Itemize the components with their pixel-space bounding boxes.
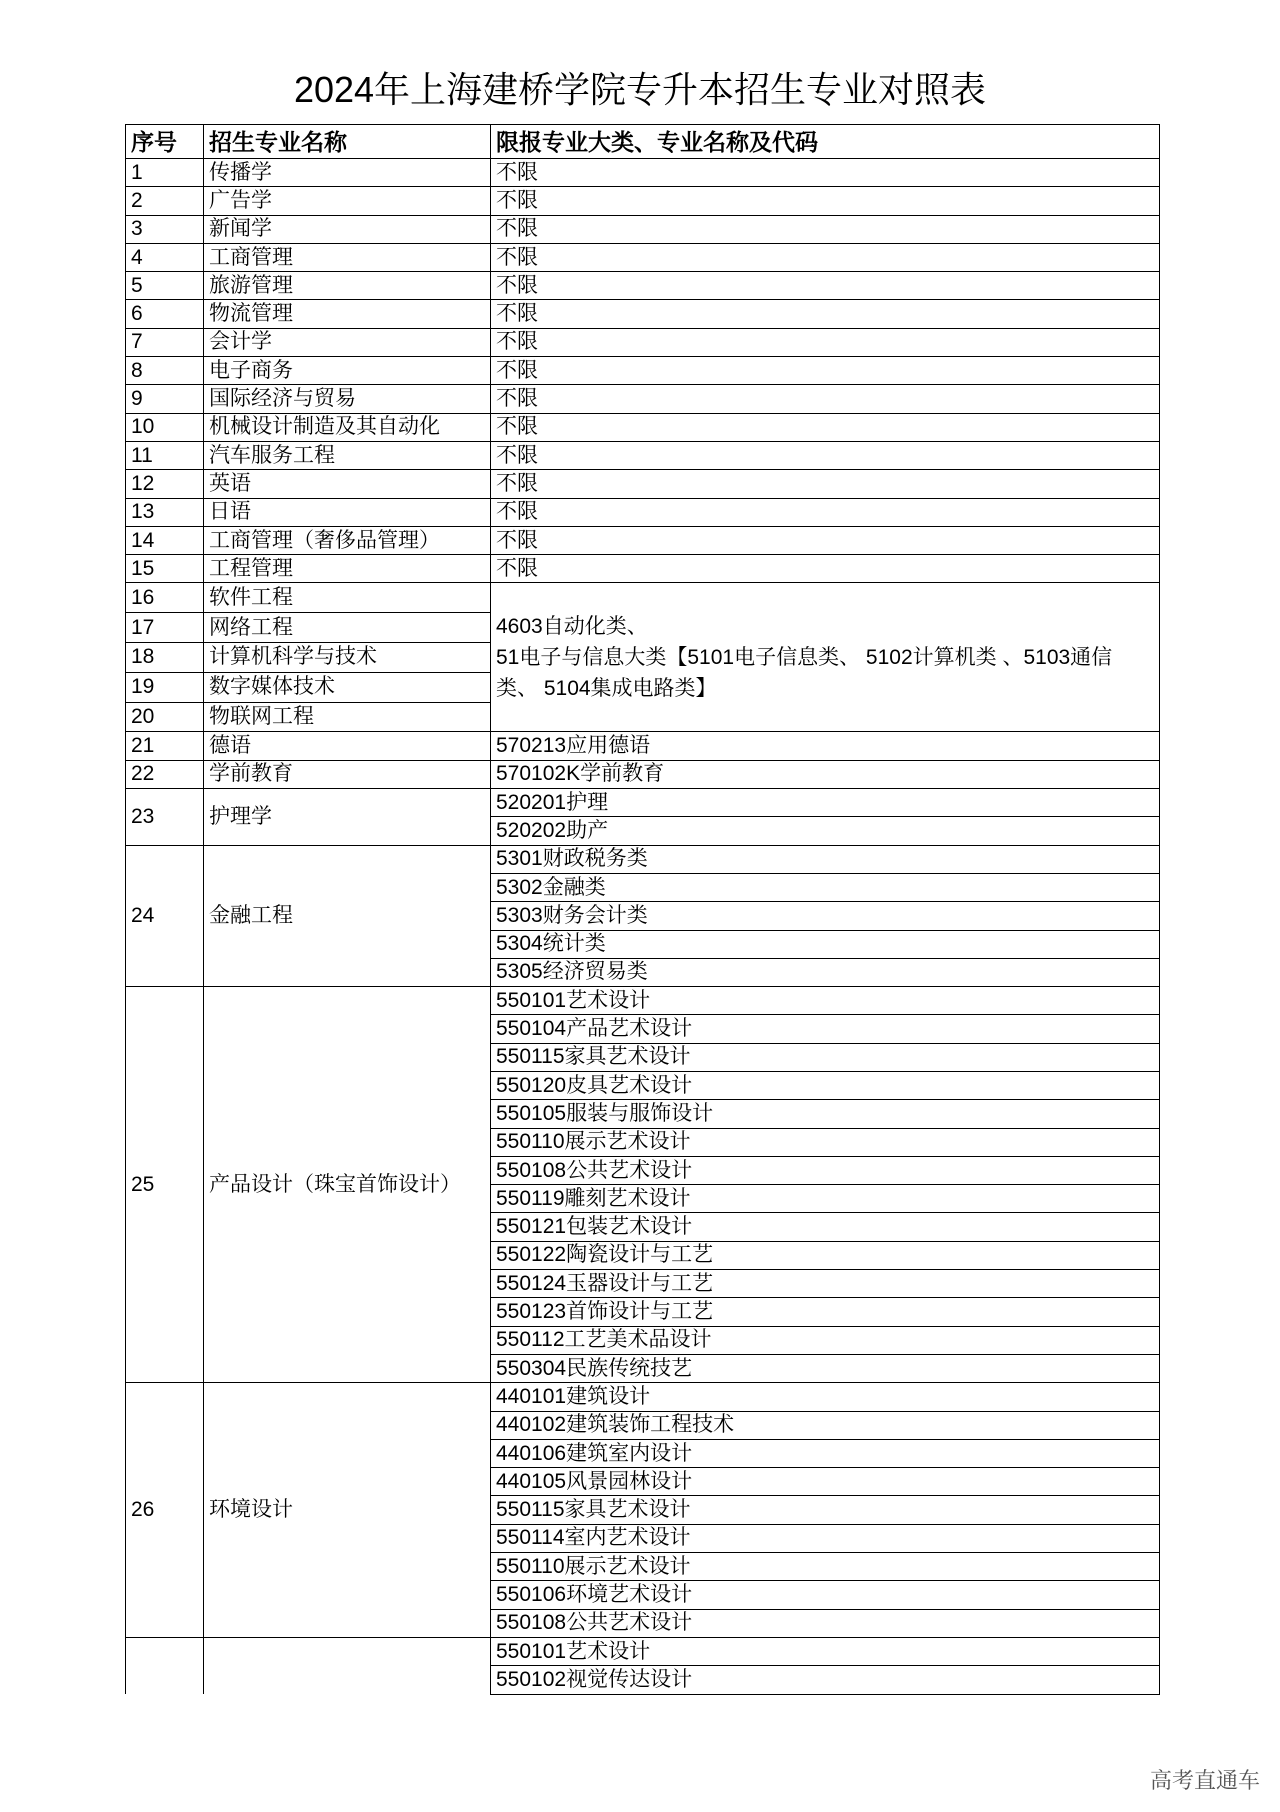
table-row: [126, 243, 1160, 271]
major-name-cell: 旅游管理: [204, 272, 491, 300]
major-name-cell: 网络工程: [204, 613, 491, 643]
limit-cell: 520201护理: [491, 789, 1160, 817]
major-name-cell: 产品设计（珠宝首饰设计）: [204, 987, 491, 1383]
limit-cell: 5303财务会计类: [491, 902, 1160, 930]
major-name-cell: 物联网工程: [204, 702, 491, 732]
serial-number-cell: 14: [126, 526, 204, 554]
limit-cell: 不限: [491, 413, 1160, 441]
serial-number-cell: 4: [126, 243, 204, 271]
limit-cell: 550101艺术设计: [491, 1637, 1160, 1665]
limit-cell: 5302金融类: [491, 873, 1160, 901]
serial-number-cell: 25: [126, 987, 204, 1383]
limit-cell: 不限: [491, 526, 1160, 554]
major-name-cell: 物流管理: [204, 300, 491, 328]
limit-cell: 不限: [491, 243, 1160, 271]
table-row: [126, 760, 1160, 788]
major-name-cell: 学前教育: [204, 760, 491, 788]
limit-cell: 570102K学前教育: [491, 760, 1160, 788]
limit-cell: 不限: [491, 328, 1160, 356]
limit-cell: 550110展示艺术设计: [491, 1128, 1160, 1156]
limit-cell: 550121包装艺术设计: [491, 1213, 1160, 1241]
limit-cell: 不限: [491, 498, 1160, 526]
major-name-cell: 新闻学: [204, 215, 491, 243]
major-name-cell: 工商管理（奢侈品管理）: [204, 526, 491, 554]
table-row: [126, 526, 1160, 554]
limit-cell: 5301财政税务类: [491, 845, 1160, 873]
table-row: [126, 470, 1160, 498]
serial-number-cell: 1: [126, 159, 204, 187]
serial-number-cell: 26: [126, 1383, 204, 1638]
major-name-cell: 汽车服务工程: [204, 441, 491, 469]
limit-cell: 550108公共艺术设计: [491, 1156, 1160, 1184]
limit-cell: 550114室内艺术设计: [491, 1524, 1160, 1552]
table-body: [126, 159, 1160, 1695]
limit-cell: 550119雕刻艺术设计: [491, 1185, 1160, 1213]
limit-cell: 440106建筑室内设计: [491, 1439, 1160, 1467]
limit-cell: 520202助产: [491, 817, 1160, 845]
table-row: [126, 328, 1160, 356]
limit-cell: 570213应用德语: [491, 732, 1160, 760]
major-name-cell: 英语: [204, 470, 491, 498]
header-serial-number: 序号: [126, 125, 204, 159]
table-row: [126, 789, 1160, 817]
serial-number-cell: 12: [126, 470, 204, 498]
table-header-row: [126, 125, 1160, 159]
serial-number-cell: 21: [126, 732, 204, 760]
header-major-name: 招生专业名称: [204, 125, 491, 159]
table-row: [126, 441, 1160, 469]
serial-number-cell: 13: [126, 498, 204, 526]
table-row: [126, 845, 1160, 873]
limit-cell: 550123首饰设计与工艺: [491, 1298, 1160, 1326]
serial-number-cell: [126, 1637, 204, 1694]
limit-cell: 不限: [491, 385, 1160, 413]
major-name-cell: 国际经济与贸易: [204, 385, 491, 413]
serial-number-cell: 20: [126, 702, 204, 732]
table-row: [126, 187, 1160, 215]
serial-number-cell: 10: [126, 413, 204, 441]
limit-cell: 550122陶瓷设计与工艺: [491, 1241, 1160, 1269]
limit-cell: 550110展示艺术设计: [491, 1553, 1160, 1581]
serial-number-cell: 8: [126, 357, 204, 385]
table-row: [126, 555, 1160, 583]
table-row: [126, 1637, 1160, 1665]
limit-cell: 不限: [491, 272, 1160, 300]
limit-cell: 550104产品艺术设计: [491, 1015, 1160, 1043]
serial-number-cell: 18: [126, 643, 204, 673]
limit-cell: 550105服装与服饰设计: [491, 1100, 1160, 1128]
shared-limit-cell: [491, 583, 1160, 732]
limit-cell: 不限: [491, 300, 1160, 328]
serial-number-cell: 17: [126, 613, 204, 643]
serial-number-cell: 7: [126, 328, 204, 356]
serial-number-cell: 6: [126, 300, 204, 328]
table-row: [126, 732, 1160, 760]
serial-number-cell: 5: [126, 272, 204, 300]
serial-number-cell: 19: [126, 672, 204, 702]
table-row: [126, 357, 1160, 385]
header-limit-categories: 限报专业大类、专业名称及代码: [491, 125, 1160, 159]
limit-cell: 5305经济贸易类: [491, 958, 1160, 986]
limit-text-line: 4603自动化类、: [496, 614, 648, 638]
major-name-cell: 日语: [204, 498, 491, 526]
limit-cell: 550115家具艺术设计: [491, 1043, 1160, 1071]
admission-major-table: [125, 124, 1160, 1695]
major-name-cell: 工商管理: [204, 243, 491, 271]
limit-cell: 不限: [491, 470, 1160, 498]
major-name-cell: 广告学: [204, 187, 491, 215]
table-row: [126, 215, 1160, 243]
serial-number-cell: 22: [126, 760, 204, 788]
serial-number-cell: 24: [126, 845, 204, 986]
major-name-cell: 会计学: [204, 328, 491, 356]
serial-number-cell: 3: [126, 215, 204, 243]
table-row: [126, 498, 1160, 526]
serial-number-cell: 9: [126, 385, 204, 413]
major-name-cell: 计算机科学与技术: [204, 643, 491, 673]
limit-cell: 不限: [491, 357, 1160, 385]
serial-number-cell: 15: [126, 555, 204, 583]
table-row: [126, 1383, 1160, 1411]
major-name-cell: [204, 1637, 491, 1694]
major-name-cell: 软件工程: [204, 583, 491, 613]
limit-cell: 550106环境艺术设计: [491, 1581, 1160, 1609]
table-row: [126, 300, 1160, 328]
major-name-cell: 传播学: [204, 159, 491, 187]
serial-number-cell: 11: [126, 441, 204, 469]
limit-text-line: 类、 5104集成电路类】: [496, 676, 717, 700]
major-name-cell: 工程管理: [204, 555, 491, 583]
limit-cell: 550101艺术设计: [491, 987, 1160, 1015]
table-row: [126, 583, 1160, 613]
limit-cell: 440101建筑设计: [491, 1383, 1160, 1411]
limit-cell: 550108公共艺术设计: [491, 1609, 1160, 1637]
watermark-text: 高考直通车: [1149, 1768, 1260, 1793]
major-name-cell: 德语: [204, 732, 491, 760]
limit-cell: 不限: [491, 441, 1160, 469]
limit-cell: 不限: [491, 555, 1160, 583]
major-name-cell: 数字媒体技术: [204, 672, 491, 702]
serial-number-cell: 23: [126, 789, 204, 846]
limit-cell: 440105风景园林设计: [491, 1468, 1160, 1496]
serial-number-cell: 16: [126, 583, 204, 613]
table-row: [126, 385, 1160, 413]
table-row: [126, 159, 1160, 187]
major-name-cell: 护理学: [204, 789, 491, 846]
limit-cell: 550304民族传统技艺: [491, 1354, 1160, 1382]
limit-cell: 550115家具艺术设计: [491, 1496, 1160, 1524]
limit-cell: 不限: [491, 215, 1160, 243]
limit-cell: 550112工艺美术品设计: [491, 1326, 1160, 1354]
major-name-cell: 环境设计: [204, 1383, 491, 1638]
major-name-cell: 金融工程: [204, 845, 491, 986]
limit-cell: 440102建筑装饰工程技术: [491, 1411, 1160, 1439]
page-title: 2024年上海建桥学院专升本招生专业对照表: [293, 69, 987, 110]
table-row: [126, 413, 1160, 441]
limit-cell: 不限: [491, 159, 1160, 187]
major-name-cell: 机械设计制造及其自动化: [204, 413, 491, 441]
major-name-cell: 电子商务: [204, 357, 491, 385]
limit-cell: 5304统计类: [491, 930, 1160, 958]
table-row: [126, 987, 1160, 1015]
limit-cell: 550120皮具艺术设计: [491, 1072, 1160, 1100]
limit-text-line: 51电子与信息大类【5101电子信息类、 5102计算机类 、5103通信: [496, 645, 1113, 669]
serial-number-cell: 2: [126, 187, 204, 215]
limit-cell: 550124玉器设计与工艺: [491, 1270, 1160, 1298]
limit-cell: 不限: [491, 187, 1160, 215]
table-row: [126, 272, 1160, 300]
limit-cell: 550102视觉传达设计: [491, 1666, 1160, 1694]
